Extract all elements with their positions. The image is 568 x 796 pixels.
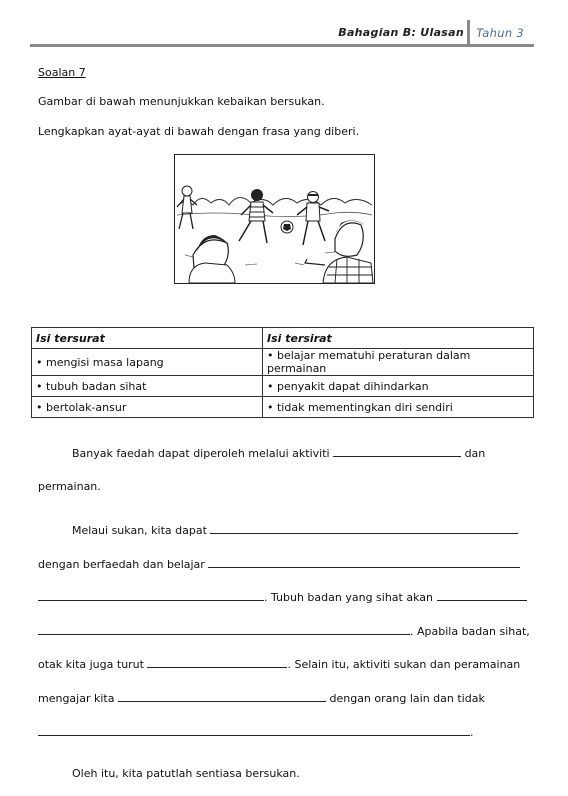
passage-text: mengajar kita [38,692,115,705]
page-header [30,20,534,46]
table-row [32,397,534,418]
answer-blank[interactable] [437,589,527,601]
year-label: Tahun 3 [476,26,524,40]
header-rule [30,44,534,47]
passage-line [38,623,530,638]
passage-line [38,556,520,571]
passage-line [38,656,520,671]
question-line-1: Gambar di bawah menunjukkan kebaikan bersukan. [38,95,325,108]
answer-blank[interactable] [118,690,326,702]
passage-text: . Tubuh badan yang sihat akan [264,591,433,604]
illustration-boys-playing-football [174,154,375,284]
passage-text: . Apabila badan sihat, [410,625,530,638]
answer-blank[interactable] [38,724,470,736]
table-cell: • mengisi masa lapang [32,349,263,376]
passage-line [72,522,518,537]
passage-line [38,724,474,739]
table-cell: • tidak mementingkan diri sendiri [263,397,534,418]
answer-blank[interactable] [38,589,264,601]
phrase-table [31,327,534,418]
passage-text: Melaui sukan, kita dapat [72,524,207,537]
table-cell: • belajar mematuhi peraturan dalam permainan [263,349,534,376]
passage-text: Banyak faedah dapat diperoleh melalui aktiviti [72,447,330,460]
passage-text: . [470,726,474,739]
passage-line [38,480,101,493]
section-label: Bahagian B: Ulasan [338,26,464,39]
passage-text: permainan. [38,480,101,493]
table-row [32,349,534,376]
table-header: Isi tersurat [32,328,263,349]
answer-blank[interactable] [210,522,518,534]
table-cell: • tubuh badan sihat [32,376,263,397]
passage-line [72,767,300,780]
passage-text: dengan berfaedah dan belajar [38,558,205,571]
passage-line [72,445,485,460]
passage-text: Oleh itu, kita patutlah sentiasa bersukan. [72,767,300,780]
question-number: Soalan 7 [38,66,86,79]
answer-blank[interactable] [208,556,520,568]
table-row [32,376,534,397]
table-cell: • bertolak-ansur [32,397,263,418]
question-line-2: Lengkapkan ayat-ayat di bawah dengan frasa yang diberi. [38,125,360,138]
passage-text: dan [464,447,486,460]
header-divider [467,20,470,47]
table-cell: • penyakit dapat dihindarkan [263,376,534,397]
answer-blank[interactable] [333,445,461,457]
passage-text: . Selain itu, aktiviti sukan dan peramainan [287,658,521,671]
passage-text: otak kita juga turut [38,658,144,671]
football-scene-illustration [175,155,374,283]
passage-line [38,690,485,705]
table-header: Isi tersirat [263,328,534,349]
answer-blank[interactable] [38,623,410,635]
passage-text: dengan orang lain dan tidak [329,692,485,705]
table-header-row [32,328,534,349]
answer-blank[interactable] [147,656,287,668]
passage-line [38,589,527,604]
